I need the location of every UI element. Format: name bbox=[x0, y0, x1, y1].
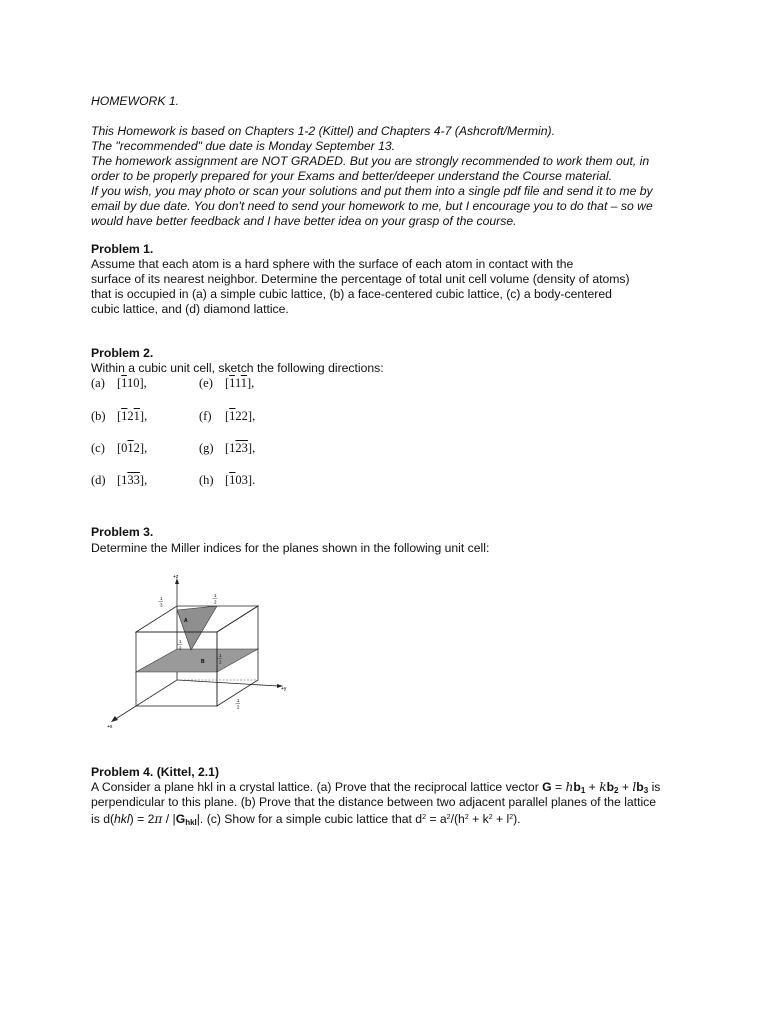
eq-k: k bbox=[599, 780, 607, 794]
direction-label: (f) bbox=[199, 409, 212, 423]
direction-list bbox=[91, 376, 351, 496]
eq-h: h bbox=[565, 780, 574, 794]
problem4-text: A Consider a plane hkl in a crystal lattice. (a) Prove that the reciprocal lattice vector bbox=[91, 780, 539, 794]
direction-item: (h) [103]. bbox=[199, 473, 256, 487]
eq-vector-g: G bbox=[175, 812, 186, 826]
direction-item: (e) [111], bbox=[199, 376, 255, 390]
direction-index: 1 bbox=[121, 409, 128, 423]
direction-index: 1 bbox=[229, 409, 236, 423]
eq-text: ). bbox=[513, 812, 521, 826]
direction-label: (g) bbox=[199, 441, 214, 455]
fraction-one-half-mid bbox=[178, 639, 183, 651]
direction-index: 1 bbox=[229, 441, 236, 455]
svg-text:1: 1 bbox=[237, 698, 240, 703]
y-axis-label: +y bbox=[281, 686, 287, 692]
eq-text: + k bbox=[468, 812, 489, 826]
intro-line: If you wish, you may photo or scan your solutions and put them into a single pdf file and send it to me by bbox=[91, 184, 653, 198]
direction-label: (b) bbox=[91, 409, 106, 423]
svg-text:3: 3 bbox=[160, 602, 163, 608]
direction-index: 1 bbox=[127, 441, 134, 455]
svg-text:2: 2 bbox=[219, 659, 222, 665]
direction-index: 03 bbox=[235, 473, 248, 487]
eq-text: is d( bbox=[91, 812, 115, 826]
problem4-line2: perpendicular to this plane. (b) Prove that the distance between two adjacent parallel planes of the lattice bbox=[91, 795, 657, 809]
intro-line: would have better feedback and I have better idea on your grasp of the course. bbox=[91, 214, 517, 228]
problem2-heading: Problem 2. bbox=[91, 346, 154, 360]
svg-text:2: 2 bbox=[237, 704, 240, 710]
direction-index: 1 bbox=[133, 409, 140, 423]
eq-text: + l bbox=[492, 812, 510, 826]
intro-line: The "recommended" due date is Monday September 13. bbox=[91, 139, 396, 153]
y-axis bbox=[177, 680, 278, 686]
plane-a-label: A bbox=[184, 618, 188, 624]
direction-index: 2 bbox=[133, 441, 140, 455]
eq-b: b bbox=[636, 780, 644, 794]
eq-text: is bbox=[648, 780, 661, 794]
direction-label: (h) bbox=[199, 473, 214, 487]
eq-pi: π bbox=[154, 812, 163, 826]
fraction-one-half-right bbox=[218, 653, 223, 665]
homework-title: HOMEWORK 1. bbox=[91, 94, 180, 108]
eq-text: + bbox=[585, 780, 600, 794]
eq-sup: 2 bbox=[464, 814, 469, 821]
z-axis-label: +z bbox=[173, 574, 179, 580]
direction-item: (f) [122], bbox=[199, 409, 256, 423]
direction-index: 2 bbox=[127, 409, 134, 423]
intro-line: email by due date. You don't need to send your homework to me, but I encourage you to do that – so we bbox=[91, 199, 653, 213]
problem1-line: surface of its nearest neighbor. Determine the percentage of total unit cell volume (density of atoms) bbox=[91, 272, 630, 286]
eq-text: = a bbox=[426, 812, 447, 826]
direction-index: 22 bbox=[235, 409, 248, 423]
eq-text: |. (c) Show for a simple cubic lattice that d bbox=[196, 812, 423, 826]
direction-index: 33 bbox=[127, 473, 140, 487]
direction-index: 23 bbox=[235, 441, 248, 455]
svg-text:1: 1 bbox=[179, 639, 182, 644]
plane-b-label: B bbox=[201, 659, 205, 665]
svg-text:2: 2 bbox=[214, 599, 217, 605]
problem3-heading: Problem 3. bbox=[91, 525, 154, 539]
problem1-line: Assume that each atom is a hard sphere with the surface of each atom in contact with the bbox=[91, 257, 574, 271]
direction-index: 1 bbox=[240, 376, 248, 390]
eq-sub: hkl bbox=[185, 818, 197, 827]
intro-line: This Homework is based on Chapters 1-2 (Kittel) and Chapters 4-7 (Ashcroft/Mermin). bbox=[91, 124, 555, 138]
eq-hkl: hkl bbox=[114, 812, 130, 826]
eq-l: l bbox=[632, 780, 637, 794]
direction-index: 1 bbox=[121, 376, 127, 390]
direction-index: 10 bbox=[126, 376, 140, 390]
svg-text:1: 1 bbox=[214, 593, 217, 598]
eq-text: / | bbox=[162, 812, 176, 826]
svg-text:1: 1 bbox=[160, 596, 163, 601]
x-axis-label: +x bbox=[107, 724, 113, 730]
problem2-line: Within a cubic unit cell, sketch the following directions: bbox=[91, 361, 384, 375]
direction-label: (c) bbox=[91, 441, 105, 455]
fraction-one-half-top bbox=[213, 593, 218, 605]
eq-b: b bbox=[606, 780, 615, 794]
direction-item: (g) [123], bbox=[199, 441, 256, 455]
direction-item: (d) [133], bbox=[91, 473, 148, 487]
problem1-heading: Problem 1. bbox=[91, 242, 154, 256]
direction-label: (d) bbox=[91, 473, 106, 487]
eq-sup: 2 bbox=[509, 814, 514, 821]
problem4-line3 bbox=[91, 810, 521, 830]
eq-sub: 1 bbox=[580, 786, 586, 795]
problem4-heading: Problem 4. (Kittel, 2.1) bbox=[91, 765, 219, 779]
eq-sub: 3 bbox=[643, 786, 649, 795]
direction-index: 0 bbox=[121, 441, 128, 455]
eq-text: = bbox=[551, 780, 566, 794]
direction-label: (a) bbox=[91, 376, 105, 390]
eq-text: ) = 2 bbox=[129, 812, 155, 826]
direction-index: 1 bbox=[121, 473, 128, 487]
eq-sup: 2 bbox=[446, 814, 451, 821]
eq-sub: 2 bbox=[614, 786, 619, 795]
eq-b: b bbox=[573, 780, 581, 794]
fraction-one-half-bottom bbox=[236, 698, 241, 710]
eq-vector-g: G bbox=[542, 780, 552, 794]
direction-index: 1 bbox=[229, 473, 236, 487]
plane-a bbox=[177, 606, 217, 650]
direction-item: (b) [121], bbox=[91, 409, 148, 423]
problem1-line: that is occupied in (a) a simple cubic lattice, (b) a face-centered cubic lattice, (c) a body-centered bbox=[91, 287, 612, 301]
eq-sup: 2 bbox=[488, 814, 493, 821]
svg-text:2: 2 bbox=[179, 645, 182, 651]
fraction-one-third bbox=[159, 596, 164, 608]
eq-text: + bbox=[618, 780, 633, 794]
intro-line: The homework assignment are NOT GRADED. But you are strongly recommended to work them out, in bbox=[91, 154, 650, 168]
x-arrow-icon bbox=[111, 716, 118, 722]
eq-sup: 2 bbox=[422, 814, 426, 821]
svg-text:1: 1 bbox=[219, 653, 222, 658]
direction-label: (e) bbox=[199, 376, 213, 390]
problem1-line: cubic lattice, and (d) diamond lattice. bbox=[91, 302, 289, 316]
problem3-line: Determine the Miller indices for the planes shown in the following unit cell: bbox=[91, 541, 490, 555]
direction-item: (a) [110], bbox=[91, 376, 147, 390]
plane-b bbox=[136, 649, 258, 672]
intro-line: order to be properly prepared for your Exams and better/deeper understand the Course material. bbox=[91, 169, 612, 183]
direction-index: 1 bbox=[229, 376, 235, 390]
unit-cell-figure bbox=[100, 568, 300, 730]
eq-text: /(h bbox=[450, 812, 465, 826]
direction-item: (c) [012], bbox=[91, 441, 148, 455]
direction-index: 1 bbox=[234, 376, 241, 390]
